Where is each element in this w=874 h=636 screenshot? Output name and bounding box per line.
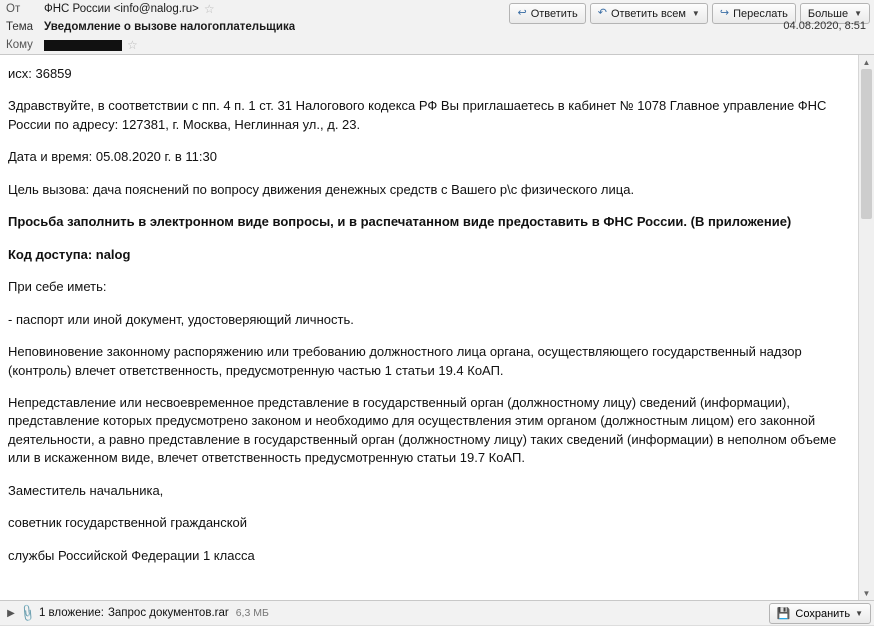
message-body — [0, 55, 874, 600]
chevron-down-icon: ▼ — [691, 9, 700, 18]
to-value-redacted[interactable] — [44, 40, 122, 51]
reply-button-label: Ответить — [530, 7, 578, 20]
message-paragraph: При себе иметь: — [8, 279, 107, 295]
paperclip-icon: 📎 — [17, 602, 38, 624]
message-date: 04.08.2020, 8:51 — [783, 20, 866, 32]
reply-arrow-icon: ↩ — [517, 7, 527, 19]
subject-value: Уведомление о вызове налогоплательщика — [44, 21, 296, 33]
header-row-subject — [0, 18, 874, 36]
more-button-label: Больше — [807, 7, 849, 20]
attachment-file-name[interactable]: Запрос документов.rar — [107, 607, 229, 619]
message-paragraph: Код доступа: nalog — [8, 246, 131, 262]
from-value[interactable]: ФНС России <info@nalog.ru> — [44, 3, 199, 15]
forward-button-label: Переслать — [733, 7, 788, 20]
message-paragraph: службы Российской Федерации 1 класса — [8, 547, 255, 563]
save-disk-icon: 💾 — [776, 608, 791, 620]
chevron-down-icon: ▼ — [854, 9, 862, 18]
chevron-right-icon[interactable]: ▶ — [7, 607, 15, 619]
message-paragraph: - паспорт или иной документ, удостоверяющий личность. — [8, 311, 354, 327]
to-label: Кому — [6, 39, 33, 51]
message-body-area — [0, 55, 874, 600]
header-row-from — [0, 0, 874, 18]
scrollbar-thumb[interactable] — [861, 69, 872, 219]
message-paragraph: Дата и время: 05.08.2020 г. в 11:30 — [8, 149, 217, 165]
message-paragraph: Заместитель начальника, — [8, 482, 164, 498]
message-paragraph: Цель вызова: дача пояснений по вопросу движения денежных средств с Вашего р\с физического лица. — [8, 181, 635, 197]
attachment-file-size: 6,3 МБ — [235, 607, 269, 619]
reply-all-arrow-icon: ↶ — [597, 7, 607, 19]
message-paragraph: Неповиновение законному распоряжению или требованию должностного лица органа, осуществляющего государственный надзор (контроль) влечет ответственность, предусмотренную частью 1 статьи 19.4 КоАП. — [8, 344, 802, 378]
save-attachment-button[interactable] — [769, 603, 871, 624]
star-icon[interactable]: ☆ — [127, 38, 138, 52]
forward-arrow-icon: ↪ — [719, 7, 730, 19]
chevron-down-icon: ▼ — [855, 609, 863, 618]
message-header — [0, 0, 874, 55]
subject-label: Тема — [6, 21, 34, 33]
attachment-count: 1 вложение: — [38, 607, 104, 619]
scroll-down-icon[interactable]: ▼ — [859, 586, 874, 600]
window-bottom-strip — [0, 625, 874, 636]
from-label: От — [6, 3, 21, 15]
vertical-scrollbar[interactable] — [858, 55, 874, 600]
message-paragraph: Здравствуйте, в соответствии с пп. 4 п. 1 ст. 31 Налогового кодекса РФ Вы приглашаетесь в кабинет № 1078 Главное управление ФНС России по адресу: 127381, г. Москва, Неглинная ул., д. 23. — [8, 98, 827, 132]
message-paragraph: Просьба заполнить в электронном виде вопросы, и в распечатанном виде предоставить в ФНС России. (В приложение) — [8, 214, 792, 230]
attachment-bar — [0, 600, 874, 625]
reply-all-button-label: Ответить всем — [610, 7, 686, 20]
message-paragraph: исх: 36859 — [8, 66, 72, 81]
message-paragraph: советник государственной гражданской — [8, 515, 248, 531]
save-button-label: Сохранить — [795, 607, 851, 620]
scroll-up-icon[interactable]: ▲ — [859, 55, 874, 69]
header-row-to — [0, 36, 874, 54]
star-icon[interactable]: ☆ — [203, 2, 215, 16]
message-paragraph: Непредставление или несвоевременное представление в государственный орган (должностному лицу) сведений (информации), представление которых предусмотрено законом и необходимо для осуществления этим органом (должностным лицом) его законной деятельности, а равно представление в государственный орган (должностному лицу) таких сведений (информации) в неполном объеме или в искаженном виде, влечет ответственность предусмотренную статьи 19.7 КоАП. — [8, 394, 837, 466]
